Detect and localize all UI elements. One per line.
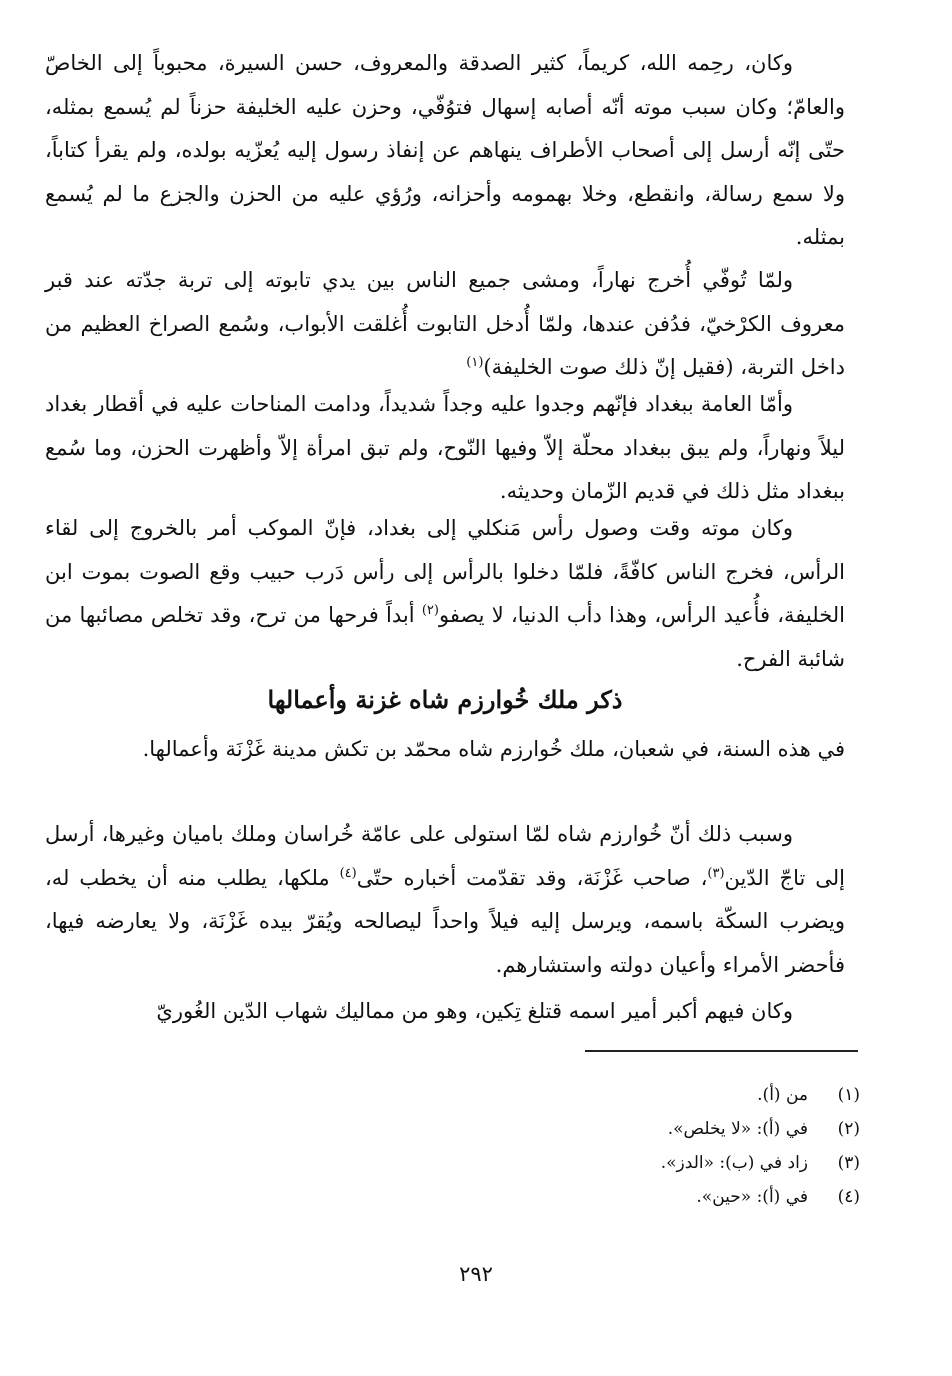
footnote-ref-4: (٤) bbox=[339, 865, 357, 881]
paragraph-2 bbox=[45, 259, 845, 390]
footnote-ref-1: (١) bbox=[466, 355, 484, 370]
footnote-item bbox=[430, 1112, 860, 1146]
paragraph-1 bbox=[45, 42, 845, 260]
section-paragraph-2-text-a: وسبب ذلك أنّ خُوارزم شاه لمّا استولى على عامّة خُراسان وملك باميان وغيرها، أرسل إلى تاجّ الدّين bbox=[45, 822, 845, 890]
footnote-divider bbox=[585, 1050, 858, 1052]
footnote-text: في (أ): «لا يخلص». bbox=[667, 1119, 808, 1139]
footnote-number: (٢) bbox=[837, 1119, 860, 1139]
footnote-number: (١) bbox=[837, 1085, 860, 1105]
paragraph-4-text-start: وكان موته وقت وصول رأس مَنكلي إلى بغداد، فإنّ الموكب أمر بالخروج إلى لقاء الرأس، فخرج الناس كافّةً، فلمّا دخلوا بالرأس إلى رأس دَرب حبيب وقع الصوت بموت ابن الخليفة، فأُعيد الرأس، وهذا دأب الدنيا، لا يصفو bbox=[45, 516, 845, 627]
section-paragraph-3 bbox=[45, 990, 845, 1034]
section-paragraph-2-text-b: ، صاحب غَزْنَة، وقد تقدّمت أخباره حتّى bbox=[356, 865, 708, 890]
paragraph-2-text: ولمّا تُوفّي أُخرج نهاراً، ومشى جميع الناس بين يدي تابوته إلى تربة جدّته عند قبر معروف الكرْخيّ، فدُفن عندها، ولمّا أُدخل التابوت أُغلقت الأبواب، وسُمع الصراخ العظيم من داخل التربة، (فقيل إنّ ذلك صوت الخليفة) bbox=[45, 268, 845, 379]
paragraph-4-text-end: أبداً فرحها من ترح، وقد تخلص مصائبها من شائبة الفرح. bbox=[45, 603, 845, 671]
footnote-number: (٣) bbox=[837, 1153, 860, 1173]
footnote-number: (٤) bbox=[837, 1187, 860, 1207]
footnote-text: في (أ): «حين». bbox=[696, 1187, 808, 1207]
paragraph-3 bbox=[45, 383, 845, 514]
footnote-ref-3: (٣) bbox=[707, 865, 725, 881]
paragraph-1-text: وكان، رحِمه الله، كريماً، كثير الصدقة والمعروف، حسن السيرة، محبوباً إلى الخاصّ والعامّ؛ وكان سبب موته أنّه أصابه إسهال فتوُفّي، وحزن عليه الخليفة حزناً لم يُسمع بمثله، حتّى إنّه أرسل إلى أصحاب الأطراف ينهاهم عن إنفاذ رسول إليه يُعزّيه بولده، ولم يقرأ كتاباً، ولا سمع رسالة، وانقطع، وخلا بهمومه وأحزانه، ورُؤي عليه من الحزن والجزع ما لم يُسمع بمثله. bbox=[45, 51, 845, 249]
section-paragraph-1-text: في هذه السنة، في شعبان، ملك خُوارزم شاه محمّد بن تكش مدينة غَزْنَة وأعمالها. bbox=[142, 737, 845, 761]
section-heading: ذكر ملك خُوارزم شاه غزنة وأعمالها bbox=[267, 685, 623, 714]
page-number: ٢٩٢ bbox=[459, 1262, 493, 1286]
paragraph-3-text: وأمّا العامة ببغداد فإنّهم وجدوا عليه وجداً شديداً، ودامت المناحات عليه في أقطار بغداد ليلاً ونهاراً، ولم يبق ببغداد محلّة إلاّ وفيها النّوح، ولم تبق امرأة إلاّ وأظهرت الحزن، وما سُمع ببغداد مثل ذلك في قديم الزّمان وحديثه. bbox=[45, 392, 845, 503]
section-paragraph-3-text: وكان فيهم أكبر أمير اسمه قتلغ تِكين، وهو من مماليك شهاب الدّين الغُوريّ bbox=[156, 999, 793, 1023]
footnote-item bbox=[430, 1146, 860, 1180]
paragraph-4 bbox=[45, 507, 845, 681]
section-paragraph-2 bbox=[45, 813, 845, 987]
section-paragraph-2-text-c: ملكها، يطلب منه أن يخطب له، ويضرب السكّة باسمه، ويرسل إليه فيلاً واحداً ليصالحه ويُقرّ بيده غَزْنَة، ولا يعارضه فيها، فأحضر الأمراء وأعيان دولته واستشارهم. bbox=[45, 865, 845, 977]
section-paragraph-1 bbox=[45, 728, 845, 772]
footnotes-list bbox=[430, 1078, 860, 1214]
footnote-item bbox=[430, 1180, 860, 1214]
footnote-text: من (أ). bbox=[757, 1085, 808, 1105]
footnote-ref-2: (٢) bbox=[421, 603, 439, 618]
footnote-item bbox=[430, 1078, 860, 1112]
footnote-text: زاد في (ب): «الدز». bbox=[660, 1153, 808, 1173]
